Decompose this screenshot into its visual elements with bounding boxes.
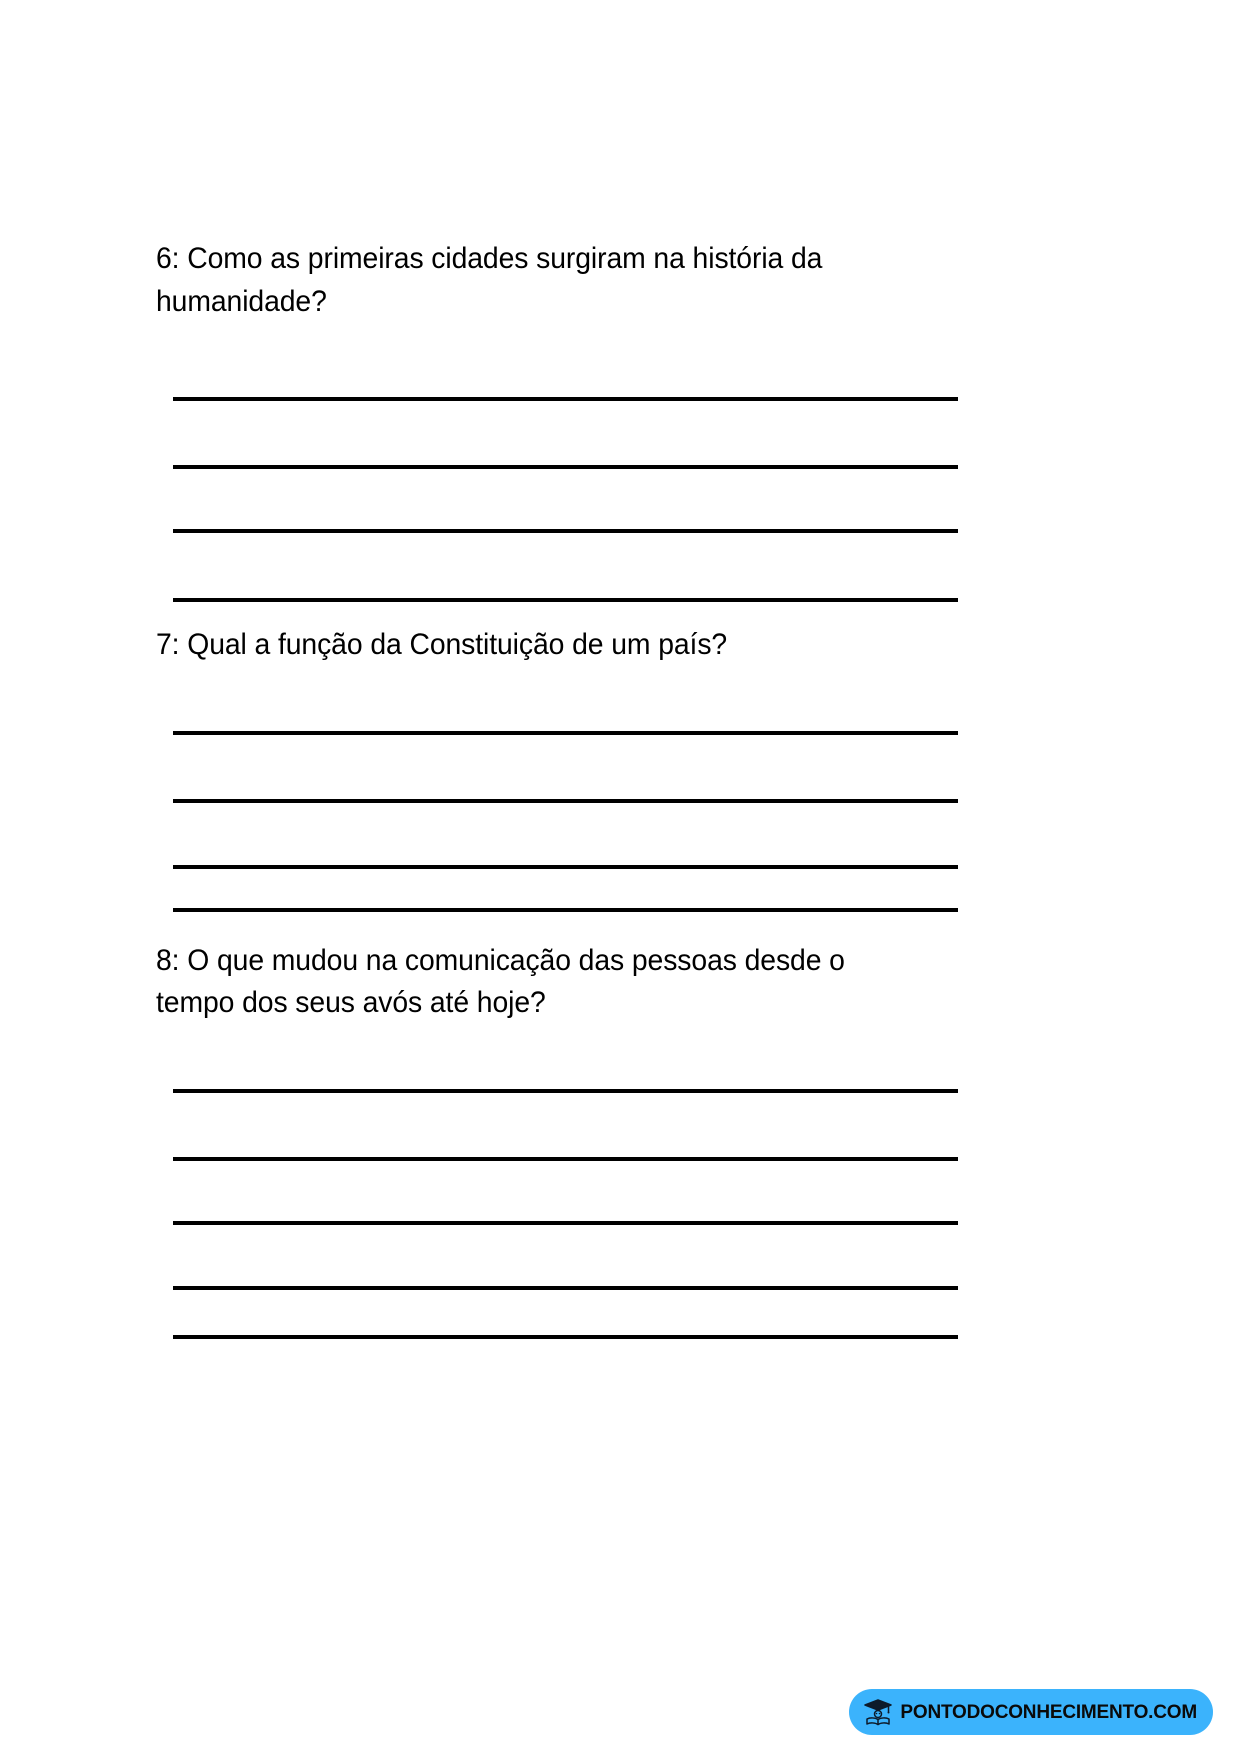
questions-container bbox=[156, 238, 960, 1339]
question-text-7: 7: Qual a função da Constituição de um país? bbox=[156, 628, 728, 662]
question-block-6 bbox=[156, 238, 960, 602]
watermark-badge[interactable] bbox=[849, 1689, 1213, 1735]
spacer bbox=[156, 912, 960, 940]
spacer bbox=[173, 1290, 958, 1335]
spacer bbox=[156, 1025, 960, 1089]
spacer bbox=[173, 469, 958, 529]
graduation-cap-book-icon bbox=[862, 1696, 894, 1728]
spacer bbox=[156, 323, 960, 397]
answer-line[interactable] bbox=[173, 1335, 958, 1339]
spacer bbox=[173, 533, 958, 598]
spacer bbox=[173, 735, 958, 799]
spacer bbox=[173, 1161, 958, 1221]
question-text-6: 6: Como as primeiras cidades surgiram na história da humanidade? bbox=[156, 242, 831, 318]
spacer bbox=[173, 803, 958, 865]
spacer bbox=[156, 602, 960, 624]
watermark-label: PONTODOCONHECIMENTO.COM bbox=[900, 1701, 1197, 1723]
spacer bbox=[173, 401, 958, 465]
answer-lines-6[interactable] bbox=[173, 397, 958, 602]
question-text-8: 8: O que mudou na comunicação das pessoas desde o tempo dos seus avós até hoje? bbox=[156, 943, 853, 1020]
spacer bbox=[173, 1225, 958, 1286]
spacer bbox=[173, 869, 958, 908]
answer-lines-8[interactable] bbox=[173, 1089, 958, 1339]
spacer bbox=[156, 667, 960, 731]
spacer bbox=[173, 1093, 958, 1157]
answer-lines-7[interactable] bbox=[173, 731, 958, 912]
question-block-8 bbox=[156, 940, 960, 1339]
question-block-7 bbox=[156, 624, 960, 912]
